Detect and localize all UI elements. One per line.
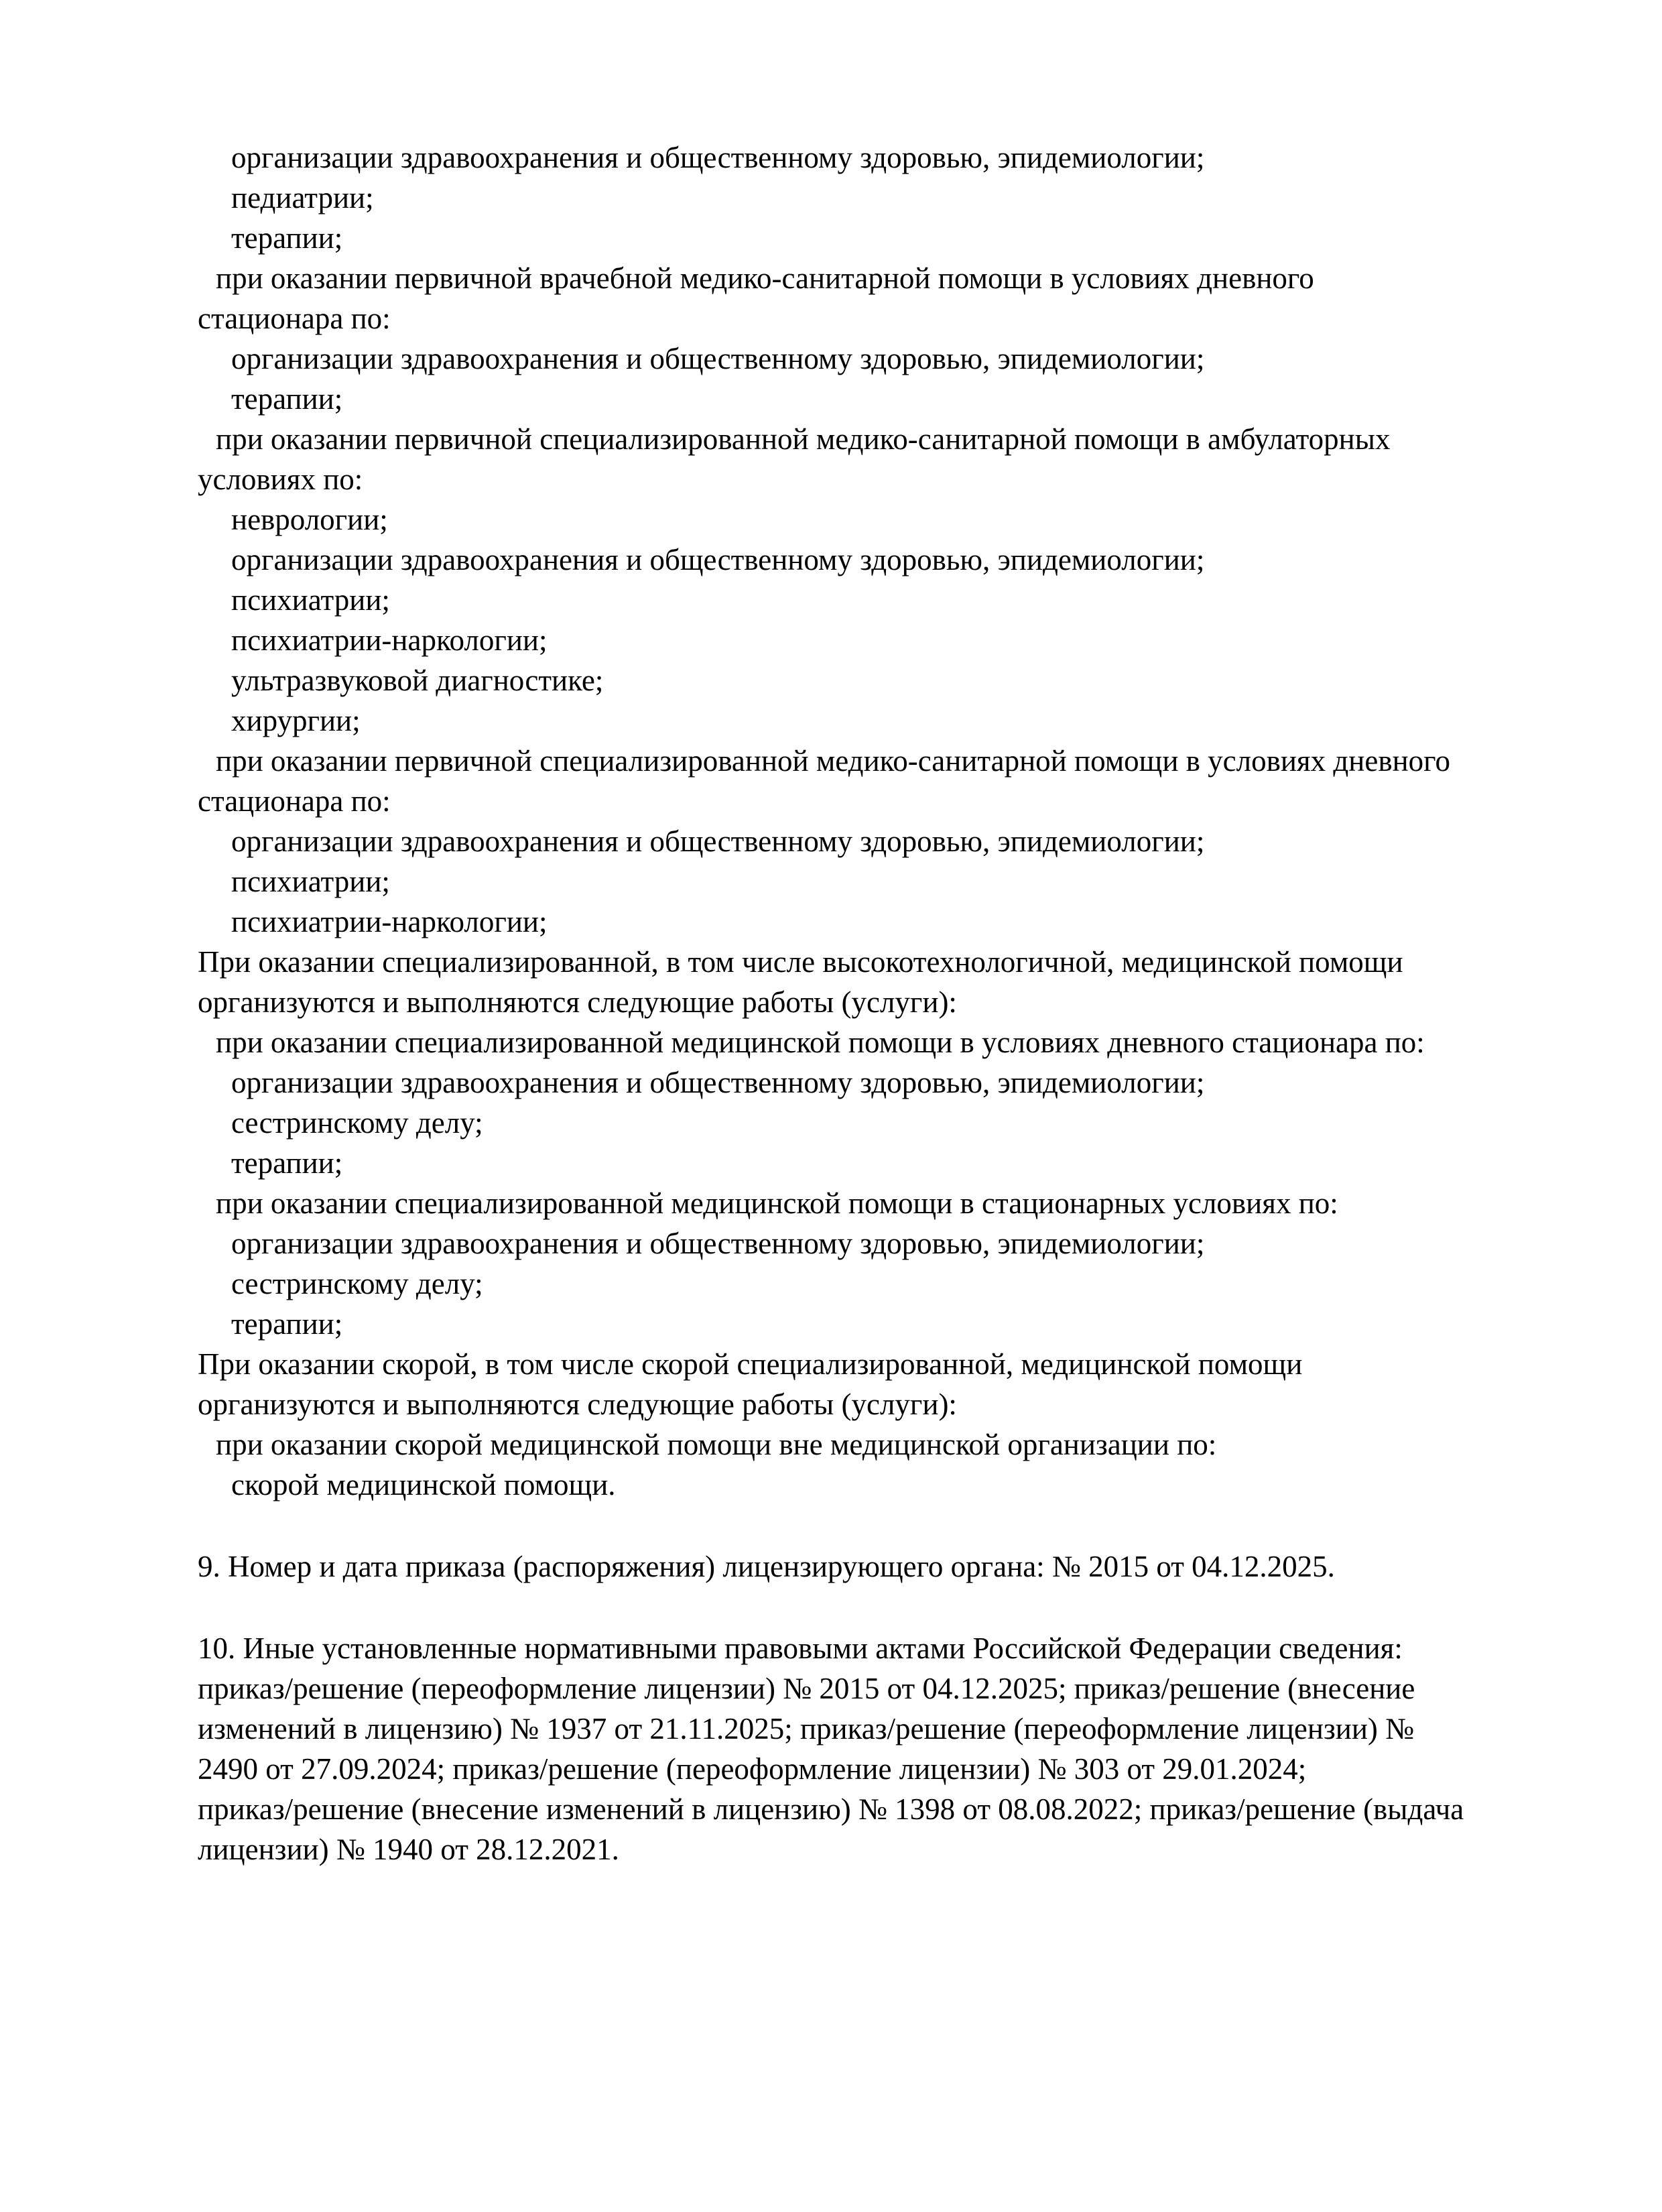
document-line: скорой медицинской помощи. bbox=[231, 1468, 616, 1501]
document-line: приказ/решение (внесение изменений в лицензию) № 1398 от 08.08.2022; приказ/решение (выдача bbox=[198, 1792, 1464, 1826]
document-line: организации здравоохранения и общественному здоровью, эпидемиологии; bbox=[231, 1227, 1205, 1260]
document-line: педиатрии; bbox=[231, 181, 374, 214]
document-line: при оказании специализированной медицинской помощи в условиях дневного стационара по: bbox=[216, 1026, 1425, 1059]
document-line: организации здравоохранения и общественному здоровью, эпидемиологии; bbox=[231, 1066, 1205, 1099]
document-line: при оказании первичной врачебной медико-санитарной помощи в условиях дневного bbox=[216, 261, 1314, 295]
document-line: психиатрии; bbox=[231, 865, 390, 898]
document-line: сестринскому делу; bbox=[231, 1267, 483, 1300]
document-line: сестринскому делу; bbox=[231, 1106, 483, 1140]
document-line: терапии; bbox=[231, 221, 343, 255]
document-line: при оказании первичной специализированной медико-санитарной помощи в условиях дневного bbox=[216, 744, 1450, 778]
document-content bbox=[198, 137, 1538, 1869]
document-line: лицензии) № 1940 от 28.12.2021. bbox=[198, 1833, 619, 1866]
document-line: организуются и выполняются следующие работы (услуги): bbox=[198, 985, 957, 1019]
document-line: стационара по: bbox=[198, 784, 391, 818]
document-line: условиях по: bbox=[198, 463, 363, 496]
document-line: организации здравоохранения и общественному здоровью, эпидемиологии; bbox=[231, 141, 1205, 174]
document-line: терапии; bbox=[231, 1146, 343, 1180]
blank-line bbox=[198, 1505, 1538, 1546]
document-line: организуются и выполняются следующие работы (услуги): bbox=[198, 1388, 957, 1421]
document-line: При оказании специализированной, в том числе высокотехнологичной, медицинской помощи bbox=[198, 945, 1403, 979]
document-line: стационара по: bbox=[198, 302, 391, 335]
document-line: психиатрии-наркологии; bbox=[231, 905, 548, 938]
document-line: 2490 от 27.09.2024; приказ/решение (переоформление лицензии) № 303 от 29.01.2024; bbox=[198, 1752, 1307, 1786]
document-line: ультразвуковой диагностике; bbox=[231, 664, 604, 697]
document-line: при оказании первичной специализированной медико-санитарной помощи в амбулаторных bbox=[216, 422, 1391, 456]
document-line: 9. Номер и дата приказа (распоряжения) лицензирующего органа: № 2015 от 04.12.2025. bbox=[198, 1550, 1335, 1583]
document-line: при оказании скорой медицинской помощи вне медицинской организации по: bbox=[216, 1428, 1217, 1461]
document-line: при оказании специализированной медицинской помощи в стационарных условиях по: bbox=[216, 1186, 1338, 1220]
blank-line bbox=[198, 1587, 1538, 1628]
document-line: терапии; bbox=[231, 1307, 343, 1341]
document-line: изменений в лицензию) № 1937 от 21.11.2025; приказ/решение (переоформление лицензии) № bbox=[198, 1712, 1415, 1745]
document-line: терапии; bbox=[231, 382, 343, 416]
document-line: хирургии; bbox=[231, 704, 361, 737]
document-line: неврологии; bbox=[231, 503, 388, 536]
document-line: организации здравоохранения и общественному здоровью, эпидемиологии; bbox=[231, 824, 1205, 858]
document-line: психиатрии-наркологии; bbox=[231, 623, 548, 657]
document-line: организации здравоохранения и общественному здоровью, эпидемиологии; bbox=[231, 543, 1205, 576]
document-line: 10. Иные установленные нормативными правовыми актами Российской Федерации сведения: bbox=[198, 1632, 1403, 1665]
document-line: приказ/решение (переоформление лицензии) № 2015 от 04.12.2025; приказ/решение (внесение bbox=[198, 1672, 1415, 1705]
document-line: организации здравоохранения и общественному здоровью, эпидемиологии; bbox=[231, 342, 1205, 375]
document-line: психиатрии; bbox=[231, 583, 390, 617]
document-line: При оказании скорой, в том числе скорой специализированной, медицинской помощи bbox=[198, 1347, 1303, 1381]
